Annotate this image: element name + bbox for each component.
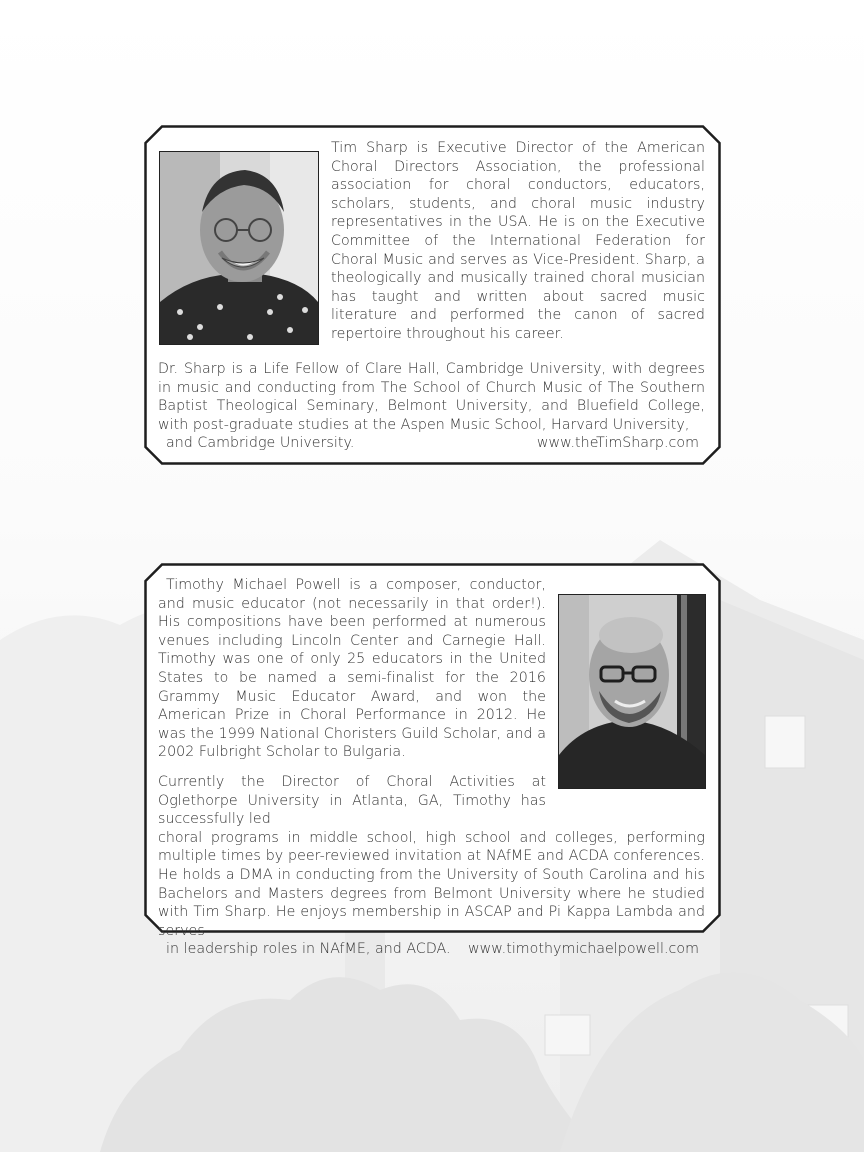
website-link[interactable]: www.timothymichaelpowell.com [467,941,699,958]
bio-text: Timothy Michael Powell is a composer, conductor, and music educator (not necessarily in that order!). His compositions have been performed at numerous venues including Lincoln Center and Carnegie Hall. Timothy was one of only 25 educators in the United States to be named a semi-finalist for the 2016 Grammy Music Educator Award, and won the American Prize in Choral Performance in 2012. He was the 1999 National Choristers Guild Scholar, and a 2002 Fulbright Scholar to Bulgaria. [158,577,546,761]
bio-text-top: Currently the Director of Choral Activities at Oglethorpe University in Atlanta, GA, Timothy has successfully led [158,774,546,828]
timothy-powell-photo [558,594,706,789]
bio-text: Tim Sharp is Executive Director of the American Choral Directors Association, the professional association for choral conductors, educators, scholars, students, and choral music industry representatives in the USA. He is on the Executive Committee of the International Federation for Choral Music and serves as Vice-President. Sharp, a theologically and musically trained choral musician has taught and written about sacred music literature and performed the canon of sacred repertoire throughout his career. [331,140,705,342]
bio-text-end: and Cambridge University. [166,435,355,452]
portrait-image [160,152,318,344]
bio-card-sharp [144,125,721,465]
website-link[interactable]: www.theTimSharp.com [536,435,699,452]
tim-sharp-photo [159,151,319,345]
tim-sharp-bio-paragraph-1 [331,139,705,344]
tim-sharp-bio-paragraph-2 [158,360,705,453]
timothy-powell-bio-paragraph-2 [158,773,705,959]
bio-text: Dr. Sharp is a Life Fellow of Clare Hall, Cambridge University, with degrees in music and conducting from The School of Church Music of The Southern Baptist Theological Seminary, Belmont University, and Bluefield College, with post-graduate studies at the Aspen Music School, Harvard University, [158,361,705,433]
bio-text: choral programs in middle school, high school and colleges, performing multiple times by peer-reviewed invitation at NAfME and ACDA conferences. He holds a DMA in conducting from the University of South Carolina and his Bachelors and Masters degrees from Belmont University where he studied with Tim Sharp. He enjoys membership in ASCAP and Pi Kappa Lambda and serves [158,829,705,939]
bio-card-powell [144,563,721,958]
portrait-image [559,595,705,788]
final-line [158,434,705,453]
timothy-powell-bio-paragraph-1 [158,576,546,762]
final-line [158,940,705,959]
bio-text-end: in leadership roles in NAfME, and ACDA. [166,941,451,958]
